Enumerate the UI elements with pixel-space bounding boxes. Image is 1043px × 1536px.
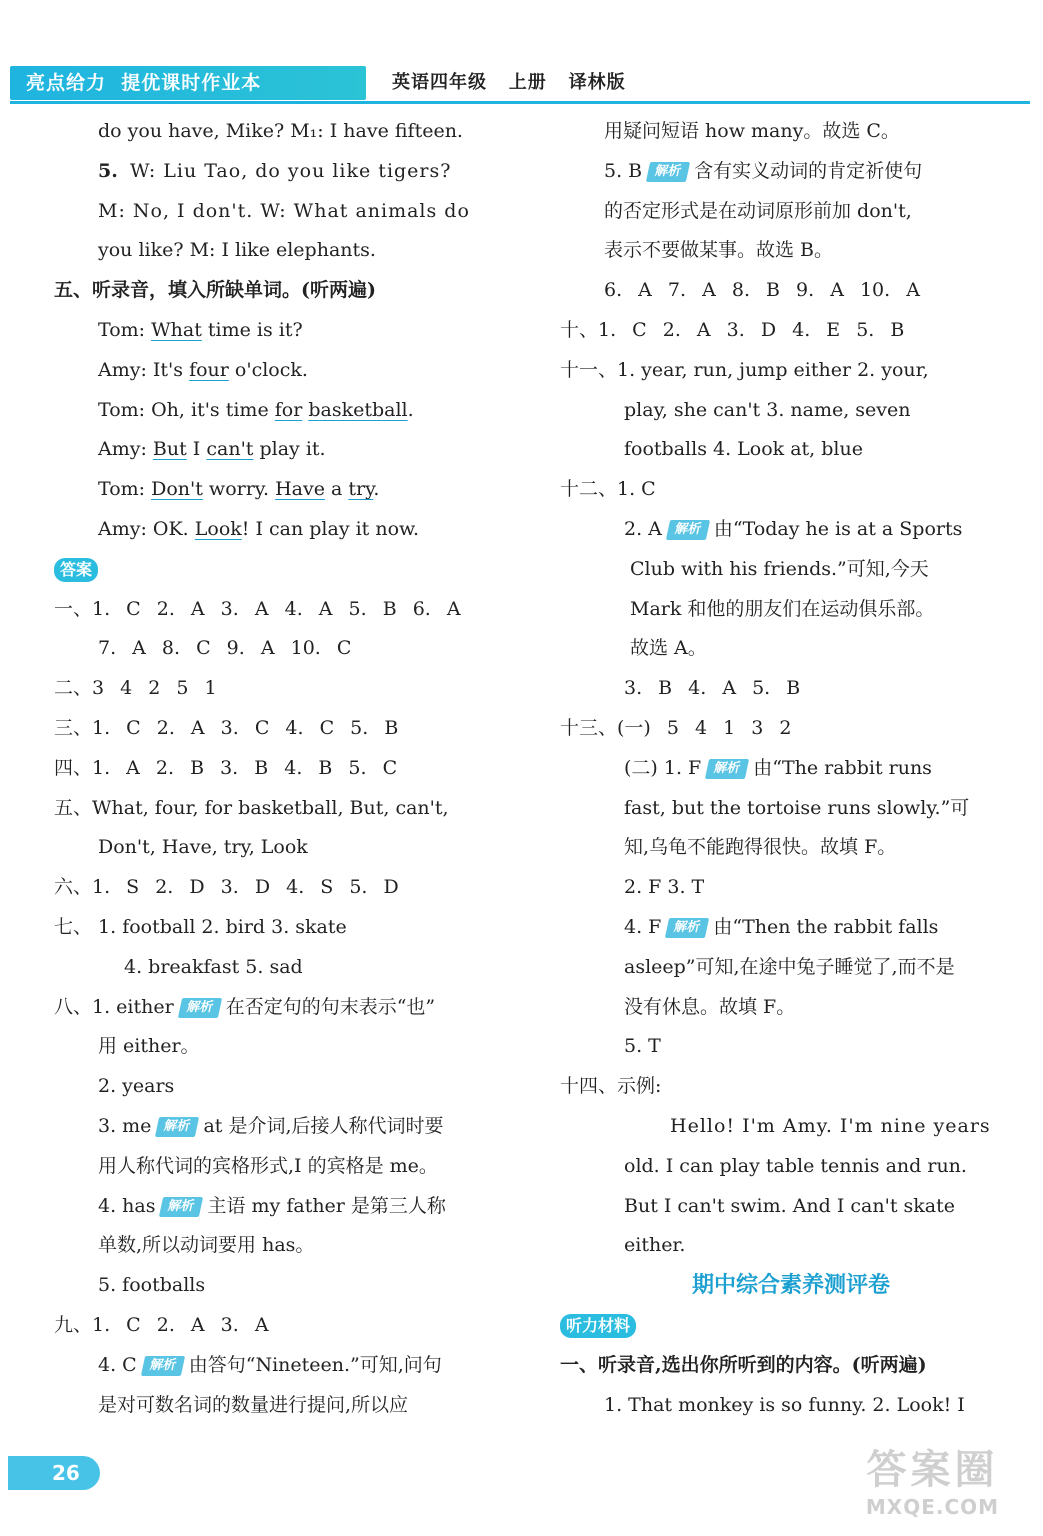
right-column <box>560 112 1022 1425</box>
answer-line: 6. A 7. A 8. B 9. A 10. A <box>604 279 920 302</box>
listening-heading <box>560 1306 1022 1346</box>
book-subject-info: 英语四年级 上册 译林版 <box>392 72 626 93</box>
answer-line: 单数,所以动词要用 has。 <box>98 1234 315 1257</box>
analysis-badge: 解析 <box>665 918 709 938</box>
answer-line: 十一、1. year, run, jump either 2. your, <box>560 358 929 381</box>
answer-line: 用疑问短语 how many。故选 C。 <box>604 120 900 142</box>
answer-line: 三、1. C 2. A 3. C 4. C 5. B <box>54 716 399 739</box>
answer-line: (二) 1. F 解析 由“The rabbit runs <box>624 756 932 779</box>
answers-heading <box>54 550 522 590</box>
answer-line: 九、1. C 2. A 3. A <box>54 1313 269 1336</box>
answer-line: Mark 和他的朋友们在运动俱乐部。 <box>630 597 935 620</box>
header-banner <box>10 66 366 100</box>
sample-text-line: But I can't swim. And I can't skate <box>624 1194 955 1217</box>
answer-line: play, she can't 3. name, seven <box>624 398 911 421</box>
answer-line: 4. breakfast 5. sad <box>124 955 303 978</box>
answer-line: 知,乌龟不能跑得很快。故填 F。 <box>624 836 897 859</box>
answer-line: asleep”可知,在途中兔子睡觉了,而不是 <box>624 955 955 978</box>
dialogue-line: Amy: It's four o'clock. <box>98 358 308 381</box>
dialogue-line: Amy: OK. Look! I can play it now. <box>98 517 420 540</box>
site-watermark <box>830 1446 1035 1530</box>
answer-line: 五、What, four, for basketball, But, can't, <box>54 796 449 819</box>
answer-line: 七、 1. football 2. bird 3. skate <box>54 915 347 938</box>
left-column <box>54 112 522 1425</box>
answer-line: 5. footballs <box>98 1274 206 1297</box>
dialogue-line: Amy: But I can't play it. <box>98 438 326 461</box>
answer-line: 4. C 解析 由答句“Nineteen.”可知,问句 <box>98 1353 442 1376</box>
answer-line: 四、1. A 2. B 3. B 4. B 5. C <box>54 756 398 779</box>
answer-line: 4. F 解析 由“Then the rabbit falls <box>624 915 939 938</box>
answer-line: 一、1. C 2. A 3. A 4. A 5. B 6. A <box>54 597 461 620</box>
dialogue-line: Tom: What time is it? <box>98 318 303 341</box>
answer-line: 2. A 解析 由“Today he is at a Sports <box>624 517 963 540</box>
answer-line: 是对可数名词的数量进行提问,所以应 <box>98 1393 409 1416</box>
answer-line: fast, but the tortoise runs slowly.”可 <box>624 796 970 819</box>
header-divider <box>10 101 1030 104</box>
answer-line: 十、1. C 2. A 3. D 4. E 5. B <box>560 318 905 341</box>
analysis-badge: 解析 <box>178 998 222 1018</box>
answer-line: footballs 4. Look at, blue <box>624 438 863 461</box>
analysis-badge: 解析 <box>155 1117 199 1137</box>
answer-line: 7. A 8. C 9. A 10. C <box>98 637 352 660</box>
answers-tag: 答案 <box>54 558 98 582</box>
watermark-url: MXQE.COM <box>865 1495 1000 1519</box>
answer-line: 用 either。 <box>98 1035 200 1058</box>
answer-line: 六、1. S 2. D 3. D 4. S 5. D <box>54 876 399 899</box>
dialogue-line: Tom: Don't worry. Have a try. <box>98 478 380 501</box>
answer-line: 2. F 3. T <box>624 876 705 899</box>
text-line: 1. That monkey is so funny. 2. Look! I <box>604 1393 965 1416</box>
answer-line: 八、1. either 解析 在否定句的句末表示“也” <box>54 995 436 1018</box>
answer-line: 用人称代词的宾格形式,I 的宾格是 me。 <box>98 1154 438 1177</box>
text-line: do you have, Mike? M₁: I have fifteen. <box>98 120 463 142</box>
analysis-badge: 解析 <box>705 759 749 779</box>
sample-text-line: old. I can play table tennis and run. <box>624 1154 967 1177</box>
book-series-title: 亮点给力 提优课时作业本 <box>26 72 262 94</box>
analysis-badge: 解析 <box>141 1356 185 1376</box>
answer-line: 2. years <box>98 1075 175 1098</box>
analysis-badge: 解析 <box>159 1197 203 1217</box>
analysis-badge: 解析 <box>646 162 690 182</box>
sample-text-line: either. <box>624 1234 686 1257</box>
dialogue-line: Tom: Oh, it's time for basketball. <box>98 398 414 421</box>
sample-text-line: Hello! I'm Amy. I'm nine years <box>670 1114 991 1137</box>
answer-line: 十四、示例: <box>560 1075 662 1098</box>
answer-line: 4. has 解析 主语 my father 是第三人称 <box>98 1194 446 1217</box>
listening-tag: 听力材料 <box>560 1314 636 1338</box>
section-title-5: 五、听录音，填入所缺单词。(听两遍) <box>54 279 376 302</box>
answer-line: 十二、1. C <box>560 478 656 501</box>
midterm-test-title: 期中综合素养测评卷 <box>691 1272 890 1299</box>
answer-line: 5. T <box>624 1035 661 1058</box>
analysis-badge: 解析 <box>666 520 710 540</box>
answer-line: 十三、(一) 5 4 1 3 2 <box>560 716 792 739</box>
answer-line: 的否定形式是在动词原形前加 don't, <box>604 199 912 222</box>
answer-line: 表示不要做某事。故选 B。 <box>604 239 834 262</box>
text-line: 5. W: Liu Tao, do you like tigers? <box>98 159 452 182</box>
text-line: you like? M: I like elephants. <box>98 239 376 262</box>
answer-line: 3. B 4. A 5. B <box>624 677 801 700</box>
answer-line: Don't, Have, try, Look <box>98 836 308 859</box>
watermark-logo-text: 答案圈 <box>866 1447 999 1493</box>
section-title: 一、听录音,选出你所听到的内容。(听两遍) <box>560 1353 927 1376</box>
answer-line: 5. B 解析 含有实义动词的肯定祈使句 <box>604 159 923 182</box>
answer-line: 3. me 解析 at 是介词,后接人称代词时要 <box>98 1114 444 1137</box>
answer-line: 没有休息。故填 F。 <box>624 995 796 1018</box>
answer-line: 故选 A。 <box>630 637 707 660</box>
answer-line: 二、3 4 2 5 1 <box>54 677 217 700</box>
answer-line: Club with his friends.”可知,今天 <box>630 557 929 580</box>
page-number: 26 <box>8 1456 100 1490</box>
text-line: M: No, I don't. W: What animals do <box>98 199 470 222</box>
